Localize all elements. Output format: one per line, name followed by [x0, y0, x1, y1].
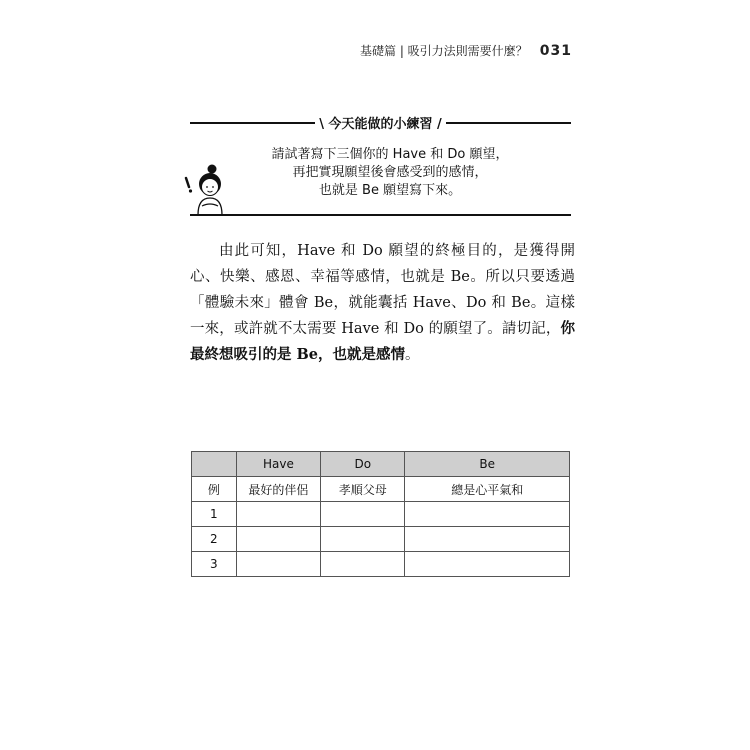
table-cell[interactable] [321, 527, 405, 552]
exercise-table [191, 451, 570, 577]
table-cell[interactable] [321, 502, 405, 527]
practice-title [315, 113, 446, 132]
table-row [192, 527, 570, 552]
practice-bottom-rule [190, 214, 571, 216]
prompt-line: 也就是 Be 願望寫下來。 [318, 183, 462, 198]
practice-title-text: 今天能做的小練習 [328, 117, 433, 132]
running-title: 基礎篇 | 吸引力法則需要什麼？ [360, 44, 528, 58]
exclamation-icon [186, 178, 192, 193]
slash-right-icon: / [432, 117, 442, 132]
table-row [192, 552, 570, 577]
table-header-row [192, 452, 570, 477]
table-cell: 最好的伴侶 [236, 477, 320, 502]
table-cell: 1 [192, 502, 237, 527]
practice-title-row [190, 113, 571, 133]
table-cell[interactable] [236, 527, 320, 552]
body-text-plain: 由此可知，Have 和 Do 願望的終極目的，是獲得開心、快樂、感恩、幸福等感情，也就是 Be。所以只要透過「體驗未來」體會 Be，就能囊括 Have、Do 和 Be。這樣一來，或許就不太需要 Have 和 Do 的願望了。請切記， [190, 243, 575, 337]
table-cell[interactable] [236, 552, 320, 577]
table-cell: 孝順父母 [321, 477, 405, 502]
table-cell: 例 [192, 477, 237, 502]
table-cell[interactable] [405, 552, 570, 577]
body-text-bold: 你最終想吸引的是 Be，也就是感情 [190, 320, 575, 363]
prompt-line: 再把實現願望後會感受到的感情， [292, 165, 488, 180]
table-cell: 2 [192, 527, 237, 552]
table-cell: 總是心平氣和 [405, 477, 570, 502]
table-cell[interactable] [405, 502, 570, 527]
body-text-end: 。 [405, 347, 420, 363]
running-header [360, 42, 572, 59]
table-cell[interactable] [405, 527, 570, 552]
page-number: 031 [539, 43, 572, 59]
table-header-do: Do [321, 452, 405, 477]
table-row [192, 502, 570, 527]
table-row [192, 477, 570, 502]
table-cell[interactable] [236, 502, 320, 527]
table-cell: 3 [192, 552, 237, 577]
body-paragraph [190, 238, 575, 368]
table-header-be: Be [405, 452, 570, 477]
prompt-line: 請試著寫下三個你的 Have 和 Do 願望， [271, 147, 509, 162]
slash-left-icon: \ [319, 117, 329, 132]
table-header-have: Have [236, 452, 320, 477]
title-rule-left [190, 122, 315, 124]
practice-prompt [240, 146, 540, 200]
table-cell[interactable] [321, 552, 405, 577]
girl-character-icon [180, 160, 226, 216]
title-rule-right [446, 122, 571, 124]
table-header-cell [192, 452, 237, 477]
